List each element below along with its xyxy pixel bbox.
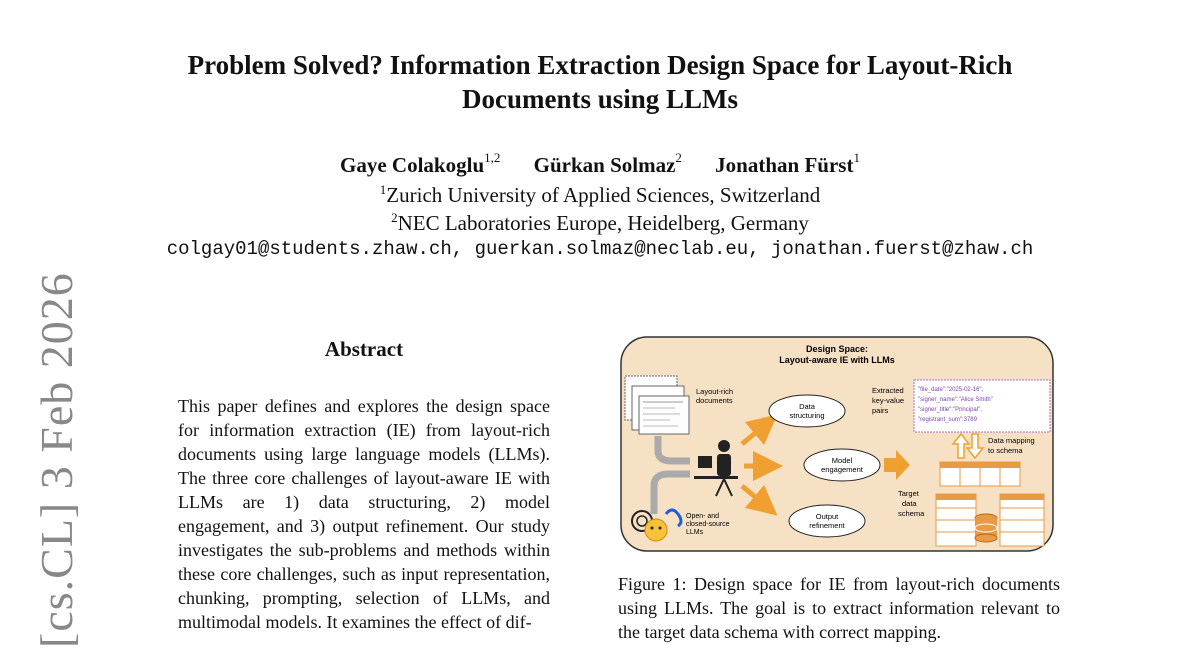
llm-label-2: closed-source [686, 521, 730, 528]
diagram-title-2: Layout-aware IE with LLMs [779, 355, 895, 365]
kv-label-2: key-value [872, 396, 905, 405]
author-emails: colgay01@students.zhaw.ch, guerkan.solmaz@neclab.eu, jonathan.fuerst@zhaw.ch [166, 238, 1034, 260]
stage-3-label-b: refinement [809, 521, 845, 530]
figure-caption: Figure 1: Design space for IE from layout-rich documents using LLMs. The goal is to extract information relevant to the target data schema with correct mapping. [618, 574, 1060, 642]
affiliation-2-sup: 2 [391, 210, 398, 225]
llm-label-3: LLMs [686, 529, 704, 536]
schema-label-2: data [902, 499, 917, 508]
abstract-heading: Abstract [324, 337, 404, 361]
kv-line-4: "registrant_sum":3789 [918, 417, 977, 423]
stage-1-label-a: Data [799, 402, 815, 411]
kv-line-3: "signer_title":"Principal", [918, 407, 982, 413]
kv-label-1: Extracted [872, 386, 904, 395]
title-line-2: Documents using LLMs [461, 84, 739, 114]
mapping-label-1: Data mapping [988, 436, 1035, 445]
stage-2-label-a: Model [831, 456, 853, 465]
docs-label-2: documents [696, 396, 733, 405]
author-3 [715, 150, 860, 177]
schema-label-1: Target [898, 489, 919, 498]
stage-1-label-b: structuring [789, 411, 825, 420]
llm-label-1: Open- and [686, 513, 720, 520]
stage-2-label-b: engagement [821, 465, 863, 474]
author-1 [340, 150, 501, 177]
author-2-name: Gürkan Solmaz [533, 153, 676, 177]
schema-label-3: schema [898, 509, 925, 518]
docs-label-1: Layout-rich [696, 387, 734, 396]
diagram-title-1: Design Space: [805, 344, 869, 354]
affiliation-1-text: Zurich University of Applied Sciences, Switzerland [386, 183, 821, 207]
kv-label-3: pairs [872, 406, 889, 415]
author-1-name: Gaye Colakoglu [340, 153, 485, 177]
affiliation-1-sup: 1 [379, 182, 387, 197]
author-3-name: Jonathan Fürst [715, 153, 854, 177]
affiliation-2-text: NEC Laboratories Europe, Heidelberg, Germany [397, 211, 809, 235]
figure-1 [620, 336, 1054, 552]
author-2-sup: 2 [675, 150, 682, 165]
mapping-label-2: to schema [988, 446, 1023, 455]
author-3-sup: 1 [853, 150, 860, 165]
author-1-sup: 1,2 [484, 150, 501, 165]
author-list [0, 152, 1200, 178]
stage-3-label-a: Output [815, 512, 839, 521]
kv-line-2: "signer_name":"Alice Smith" [918, 397, 993, 403]
affiliation-2 [0, 210, 1200, 236]
abstract-body: This paper defines and explores the design space for information extraction (IE) from layout-rich documents using large language models (LLMs). The three core challenges of layout-aware IE with LLMs are 1) data structuring, 2) model engagement, and 3) output refinement. Our study investigates the sub-problems and methods within these core challenges, such as input representation, chunking, prompting, selection of LLMs, and multimodal models. It examines the effect of dif- [178, 396, 550, 632]
title-line-1: Problem Solved? Information Extraction Design Space for Layout-Rich [187, 50, 1013, 80]
author-2 [533, 150, 682, 177]
paper-title [0, 48, 1200, 116]
arxiv-stamp: [cs.CL] 3 Feb 2026 [31, 272, 82, 648]
design-space-diagram [620, 336, 1054, 552]
affiliation-1 [0, 182, 1200, 208]
kv-line-1: "file_date":"2025-02-16", [918, 387, 984, 393]
